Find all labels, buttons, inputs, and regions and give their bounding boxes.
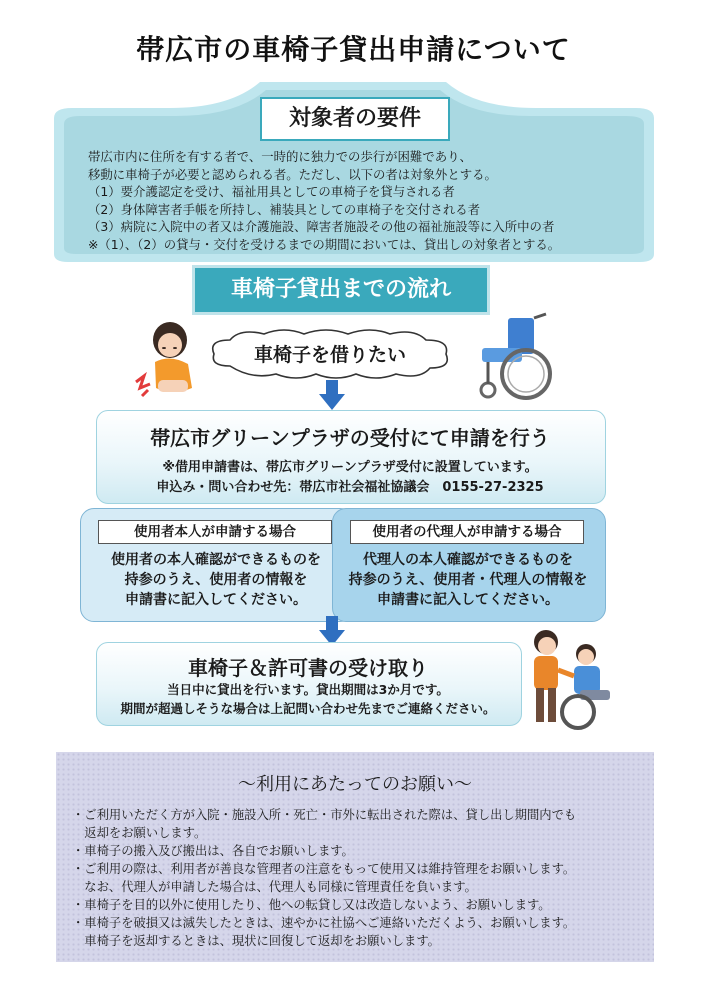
requirement-line: 帯広市内に住所を有する者で、一時的に独力での歩行が困難であり、 [88,149,472,164]
step-receive-title: 車椅子＆許可書の受け取り [188,656,428,680]
option-line: 代理人の本人確認ができるものを [363,552,573,568]
injured-person-icon [128,318,210,400]
option-proxy-text [332,550,604,610]
wheelchair-icon [468,310,558,402]
notice-line: 返却をお願いします。 [72,826,207,840]
requirement-line: （2）身体障害者手帳を所持し、補装具としての車椅子を交付される者 [88,201,480,217]
flow-banner: 車椅子貸出までの流れ [195,268,487,312]
notice-line: ・車椅子を目的以外に使用したり、他への転貸し又は改造しないよう、お願いします。 [72,898,551,912]
step-receive-line: 当日中に貸出を行います。貸出期間は3か月です。 [167,682,449,697]
option-line: 使用者の本人確認ができるものを [111,552,321,568]
requirement-line: 移動に車椅子が必要と認められる者。ただし、以下の者は対象外とする。 [88,166,497,182]
requirement-line: ※（1）、（2）の貸与・交付を受けるまでの期間においては、貸出しの対象者とする。 [88,236,561,252]
option-line: 申請書に記入してください。 [377,592,559,608]
notice-line: なお、代理人が申請した場合は、代理人も同様に管理責任を負います。 [72,880,477,894]
step-apply-note: ※借用申請書は、帯広市グリーンプラザ受付に設置しています。 [162,460,538,475]
page-title: 帯広市の車椅子貸出申請について [136,33,571,66]
notice-line: ・車椅子の搬入及び搬出は、各自でお願いします。 [72,844,354,858]
option-self-heading: 使用者本人が申請する場合 [98,520,332,544]
step-apply-contact: 申込み・問い合わせ先：帯広市社会福祉協議会 0155-27-2325 [156,480,544,495]
requirements-text [88,148,648,254]
notice-line: ・ご利用いただく方が入院・施設入所・死亡・市外に転出された際は、貸し出し期間内でも [72,808,577,822]
step-receive-line: 期間が超過しそうな場合は上記問い合わせ先までご連絡ください。 [120,701,496,716]
notice-line: 車椅子を返却するときは、現状に回復して返却をお願いします。 [72,934,440,948]
notice-line: ・車椅子を破損又は滅失したときは、速やかに社協へご連絡いただくよう、お願いします。 [72,916,576,930]
option-line: 申請書に記入してください。 [125,592,307,608]
requirements-heading: 対象者の要件 [260,97,450,141]
requirement-line: （3）病院に入院中の者又は介護施設、障害者施設その他の福祉施設等に入所中の者 [88,219,555,235]
notice-title: ～利用にあたってのお願い～ [238,774,472,795]
thought-text: 車椅子を借りたい [253,344,406,366]
caregiver-pushing-wheelchair-icon [522,624,618,732]
option-line: 持参のうえ、使用者・代理人の情報を [348,572,588,588]
option-line: 持参のうえ、使用者の情報を [124,572,308,588]
notice-line: ・ご利用の際は、利用者が善良な管理者の注意をもって使用又は維持管理をお願いします。 [72,862,576,876]
notice-text [72,806,652,950]
requirement-line: （1）要介護認定を受け、福祉用具としての車椅子を貸与される者 [88,184,455,200]
down-arrow-icon [319,380,345,410]
step-apply-title: 帯広市グリーンプラザの受付にて申請を行う [150,426,550,450]
option-proxy-heading: 使用者の代理人が申請する場合 [350,520,584,544]
option-self-text [80,550,352,610]
